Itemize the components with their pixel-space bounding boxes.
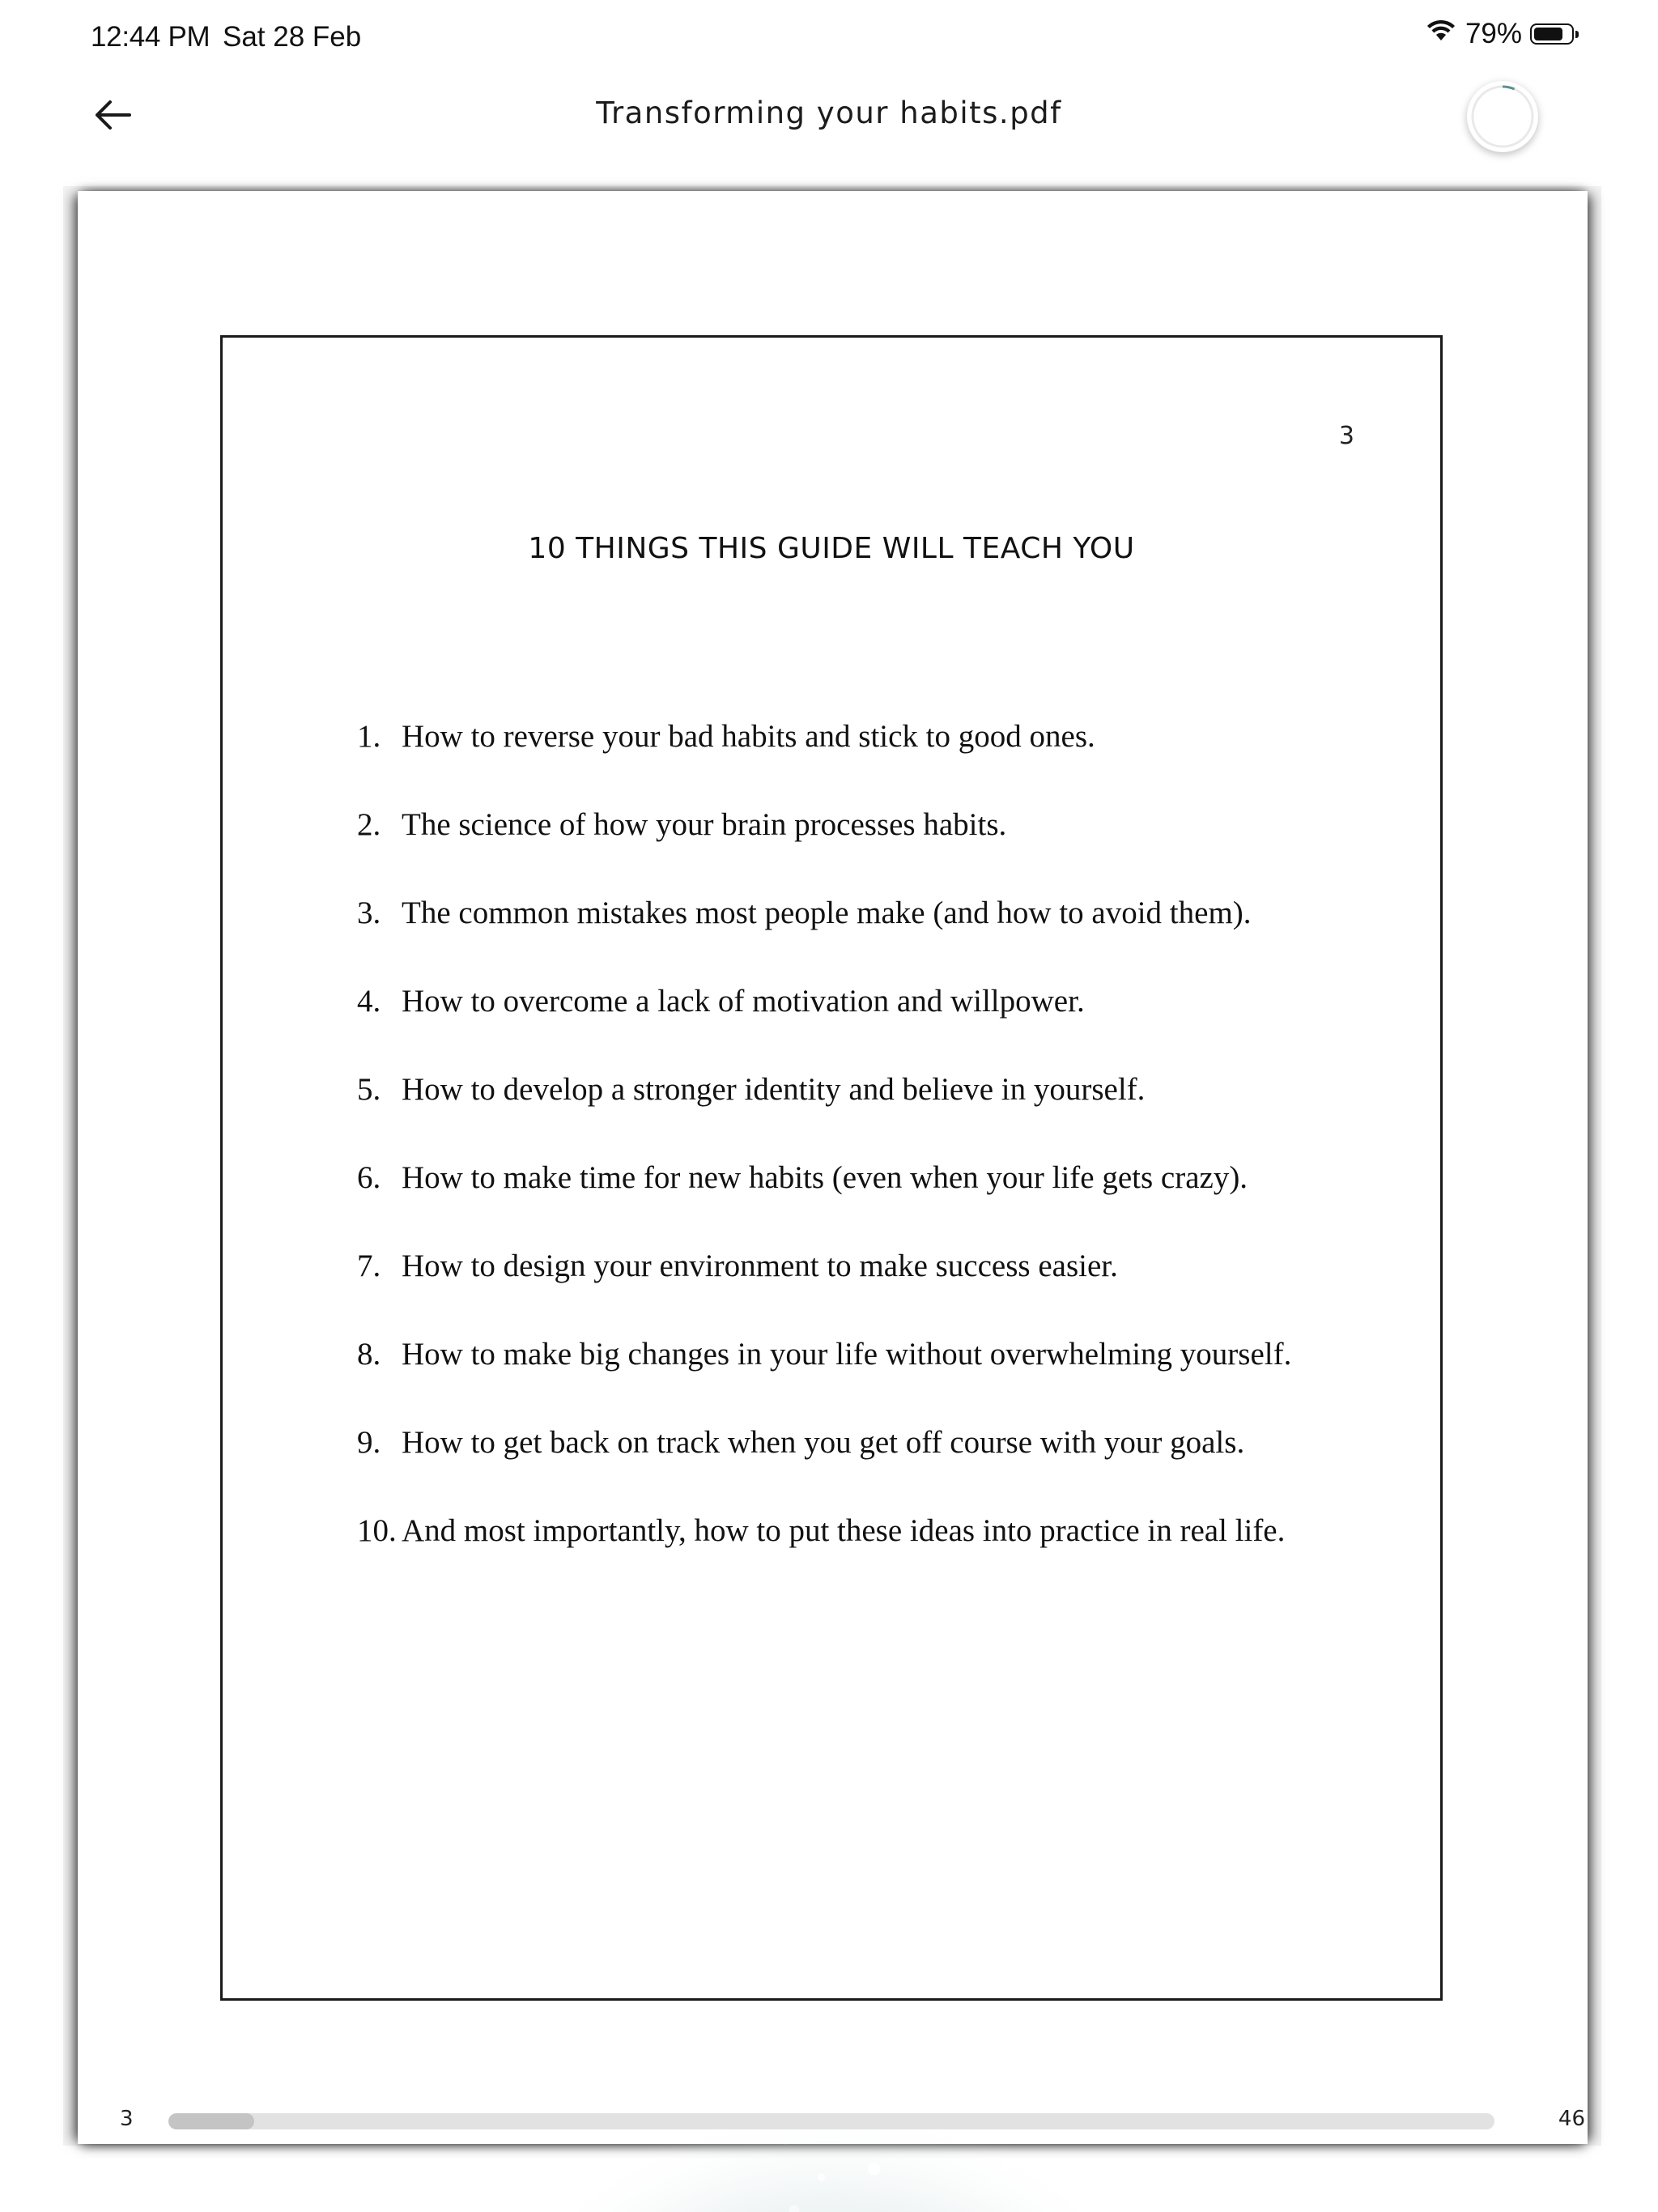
page-slider-fill: [168, 2113, 254, 2129]
list-item-text: The common mistakes most people make (and how to avoid them).: [402, 895, 1252, 930]
status-indicators: [1425, 18, 1574, 50]
guide-list: [357, 718, 1291, 1601]
list-item-number: 9.: [357, 1425, 381, 1460]
list-item-number: 2.: [357, 807, 381, 842]
reading-progress-button[interactable]: [1467, 81, 1538, 152]
list-item-number: 3.: [357, 895, 381, 930]
list-item: [357, 718, 1291, 806]
document-title: Transforming your habits.pdf: [596, 96, 1062, 130]
list-item-number: 8.: [357, 1337, 381, 1372]
total-pages-label: 46: [1558, 2107, 1585, 2131]
list-item-number: 5.: [357, 1072, 381, 1107]
page-scrubber: [63, 2097, 1601, 2146]
list-item-number: 7.: [357, 1249, 381, 1283]
wifi-icon: [1425, 18, 1457, 50]
current-page-label: 3: [120, 2107, 134, 2131]
list-item-number: 1.: [357, 719, 381, 754]
list-item: [357, 1159, 1291, 1248]
battery-percent: 79%: [1465, 18, 1522, 49]
list-item: [357, 1248, 1291, 1336]
list-item: [357, 983, 1291, 1071]
status-date: Sat 28 Feb: [223, 21, 362, 53]
list-item-text: How to develop a stronger identity and believe in yourself.: [402, 1072, 1146, 1107]
pdf-page: [78, 191, 1588, 2144]
list-item-number: 6.: [357, 1160, 381, 1195]
list-item-text: How to make big changes in your life without overwhelming yourself.: [402, 1337, 1292, 1372]
list-item-text: How to reverse your bad habits and stick to good ones.: [402, 719, 1095, 754]
battery-level: [1534, 28, 1562, 40]
page-border: [220, 335, 1443, 2001]
list-item-text: How to make time for new habits (even when your life gets crazy).: [402, 1160, 1248, 1195]
list-item-text: The science of how your brain processes habits.: [402, 807, 1007, 842]
list-item: [357, 1071, 1291, 1159]
page-number: 3: [1338, 422, 1354, 450]
status-time: 12:44 PM: [91, 21, 210, 53]
page-slider[interactable]: [168, 2113, 1494, 2129]
list-item-text: And most importantly, how to put these ideas into practice in real life.: [402, 1513, 1286, 1548]
progress-ring-icon: [1467, 81, 1538, 152]
list-item-number: 4.: [357, 984, 381, 1019]
list-item: [357, 1424, 1291, 1512]
battery-icon: [1530, 23, 1574, 45]
list-item: [357, 1336, 1291, 1424]
list-item-text: How to overcome a lack of motivation and willpower.: [402, 984, 1085, 1019]
list-item: [357, 895, 1291, 983]
list-item: [357, 806, 1291, 895]
list-item-text: How to design your environment to make success easier.: [402, 1249, 1118, 1283]
status-bar: [0, 0, 1658, 73]
list-item: [357, 1512, 1291, 1601]
nav-bar: [0, 73, 1658, 162]
page-heading: 10 THINGS THIS GUIDE WILL TEACH YOU: [528, 532, 1135, 565]
list-item-number: 10.: [357, 1513, 397, 1548]
list-item-text: How to get back on track when you get off course with your goals.: [402, 1425, 1245, 1460]
